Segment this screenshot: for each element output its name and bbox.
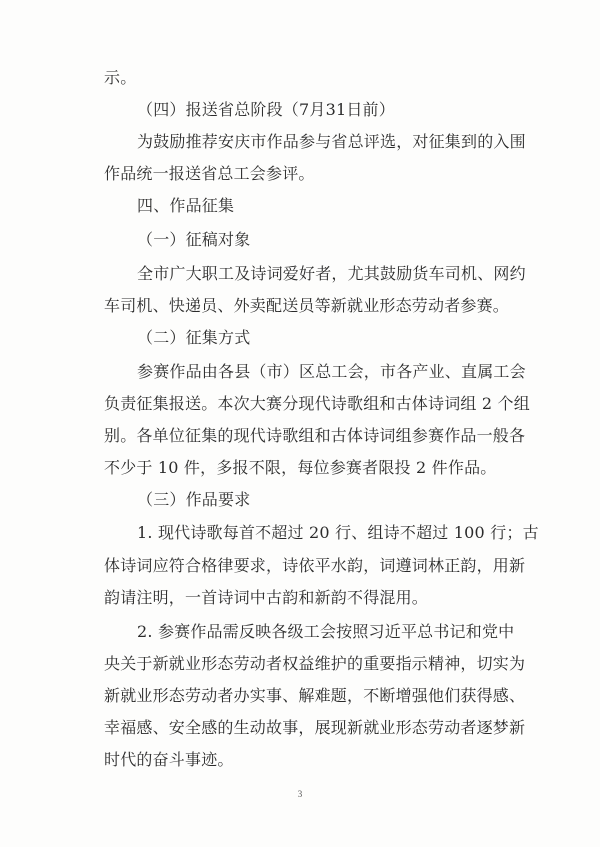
paragraph-line: 作品统一报送省总工会参评。 <box>104 164 315 183</box>
paragraph-line: 韵请注明，一首诗词中古韵和新韵不得混用。 <box>104 588 429 607</box>
paragraph-line: 新就业形态劳动者办实事、解难题，不断增强他们获得感、 <box>104 686 526 705</box>
paragraph-line: 央关于新就业形态劳动者权益维护的重要指示精神，切实为 <box>104 654 526 673</box>
paragraph-line: 全市广大职工及诗词爱好者，尤其鼓励货车司机、网约 <box>137 264 526 283</box>
subsection-heading: （一）征稿对象 <box>137 230 251 249</box>
paragraph-line: 别。各单位征集的现代诗歌组和古体诗词组参赛作品一般各 <box>104 426 526 445</box>
subsection-heading: （二）征集方式 <box>137 328 251 347</box>
section-heading: （四）报送省总阶段（7月31日前） <box>137 100 395 119</box>
paragraph-line: 不少于 10 件，多报不限，每位参赛者限投 2 件作品。 <box>104 458 497 477</box>
paragraph-line: 负责征集报送。本次大赛分现代诗歌组和古体诗词组 2 个组 <box>104 394 530 413</box>
paragraph-line: 幸福感、安全感的生动故事，展现新就业形态劳动者逐梦新 <box>104 718 526 737</box>
subsection-heading: （三）作品要求 <box>137 490 251 509</box>
paragraph-line: 车司机、快递员、外卖配送员等新就业形态劳动者参赛。 <box>104 296 510 315</box>
paragraph-line: 时代的奋斗事迹。 <box>104 750 234 769</box>
page-number: 3 <box>297 789 303 799</box>
paragraph-line: 为鼓励推荐安庆市作品参与省总评选，对征集到的入围 <box>137 132 526 151</box>
paragraph-line: 体诗词应符合格律要求，诗依平水韵，词遵词林正韵，用新 <box>104 556 526 575</box>
paragraph-line: 参赛作品由各县（市）区总工会，市各产业、直属工会 <box>137 362 526 381</box>
paragraph-line: 1. 现代诗歌每首不超过 20 行、组诗不超过 100 行；古 <box>137 523 539 542</box>
paragraph-line: 2. 参赛作品需反映各级工会按照习近平总书记和党中 <box>137 622 515 641</box>
text-line: 示。 <box>104 68 137 87</box>
section-heading: 四、作品征集 <box>137 196 235 215</box>
